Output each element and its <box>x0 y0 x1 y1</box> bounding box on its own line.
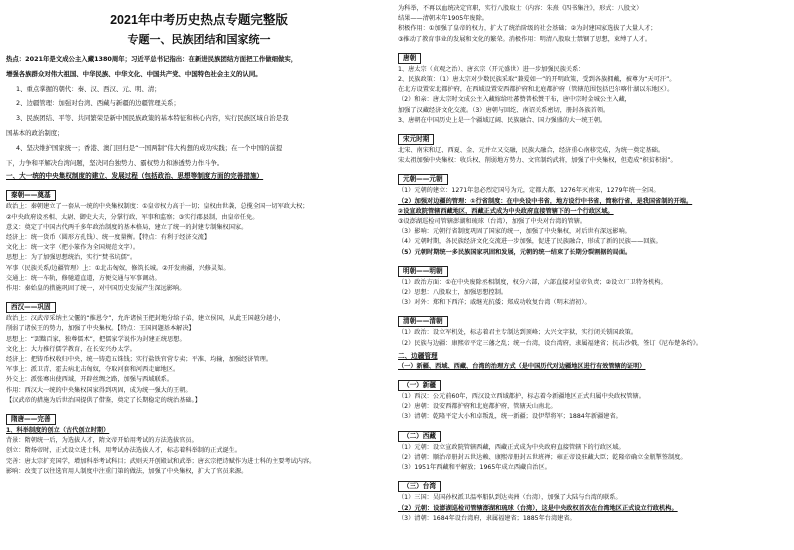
qin-line: 意义：奠定了中国古代两千多年政治制度的基本格局，建立了统一的封建专制集权国家。 <box>6 223 248 231</box>
xinjiang-line: （1）西汉：公元前60年，西汉设立西域都护，标志着今新疆地区正式归属中央政权管辖。 <box>398 393 645 401</box>
ming-line: （2）思想：八股取士，加强思想控制。 <box>398 289 508 297</box>
exam-line: ③推动了教育事业的发展和文化的繁荣。消极作用：明清八股取士禁锢了思想，束缚了人才。 <box>398 35 652 43</box>
intro-line: 1、重点掌握的朝代：秦、汉、西汉、元、明、清； <box>16 84 161 93</box>
qin-line: 交通上：统一车轨，修驰道直道，方便交通与军事调动。 <box>6 274 161 282</box>
xinjiang-line: （3）清朝：乾隆平定大小和卓叛乱，统一新疆；设伊犁将军；1884年新疆建省。 <box>398 413 622 421</box>
yuan-line: （5）元朝时期统一多民族国家巩固和发展，元朝的统一结束了长期分裂割据的局面。 <box>398 248 632 256</box>
qing-line: （2）民族与边疆：康熙帝平定三藩之乱；统一台湾，设台湾府，隶属福建省；抗击沙俄，签订《尼布楚条约》。 <box>398 339 703 347</box>
qin-line: 作用：秦始皇的措施巩固了统一，对中国历史发展产生深远影响。 <box>6 285 186 292</box>
qin-line: 文化上：统一文字（把小篆作为全国规范文字）。 <box>6 244 140 252</box>
intro-line: 4、坚决维护国家统一；香港、澳门回归是“一国两制”伟大构想的成功实践；在一个中国的前提 <box>16 143 283 152</box>
han-line: 思想上：“罢黜百家，独尊儒术”，把儒家学说作为封建正统思想。 <box>6 335 186 343</box>
han-line: 文化上：大力推行儒学教育，在长安兴办太学。 <box>6 345 136 353</box>
exam-line: 积极作用：①加强了皇帝的权力，扩大了统治阶级的社会基础；②为封建国家选拔了大量人才； <box>398 25 657 33</box>
intro-line: 国基本的政治制度； <box>6 128 64 137</box>
sui-tang-line: 背景：隋朝统一后，为选拔人才，隋文帝开始用考试的方法选拔官员。 <box>6 437 198 445</box>
han-line: 外交上：派张骞出使西域，开辟丝绸之路，加强与西域联系。 <box>6 376 174 384</box>
intro-line: 热点：2021年是文成公主入藏1380周年；习近平总书记指出：在新进民族团结方面把工作做细做实， <box>6 55 298 63</box>
right-column <box>398 4 788 548</box>
xinjiang-line: （2）唐朝：设安西都护府和北庭都护府，管辖天山南北。 <box>398 403 557 411</box>
intro-line: 3、民族团结、平等、共同繁荣是新中国民族政策的基本特征和核心内容，实行民族区域自治是我 <box>16 114 289 123</box>
dynasty-tag-sui-tang: 隋唐——完善 <box>6 414 56 425</box>
song-line: 宋太祖加强中央集权：收兵权、削弱地方势力、文官制约武将，加强了中央集权，但造成“积贫积弱”。 <box>398 157 677 165</box>
exam-line: 为科举，不再以血统决定官职，实行八股取士（内容：朱熹《四书集注》，形式：八股文） <box>398 5 643 12</box>
tang-line: （2）和亲：唐太宗时文成公主入藏嫁给吐蕃赞普松赞干布，唐中宗时金城公主入藏， <box>398 96 631 104</box>
yuan-line: （2）加强对边疆的管理：①行省制度：在中央设中书省，地方设行中书省，简称行省，是我国省制的开端。 <box>398 197 693 205</box>
qin-line: 思想上：为了加强思想统治，实行“焚书坑儒”。 <box>6 254 137 262</box>
tang-line: 在北方设置安北都护府，在西域设置安西都护府和北庭都护府（管辖范围包括巴尔喀什湖以东地区）。 <box>398 86 674 94</box>
taiwan-line: （3）清朝：1684年设台湾府，隶属福建省；1885年台湾建省。 <box>398 514 576 522</box>
tibet-line: （2）清朝：顺治帝册封五世达赖、康熙帝册封五世班禅；雍正帝设驻藏大臣；乾隆帝确立金瓶掣签制度。 <box>398 453 687 461</box>
qin-line: ②中央政府设丞相、太尉、御史大夫，分掌行政、军事和监察；③实行郡县制，由皇帝任免。 <box>6 213 259 221</box>
dynasty-tag-song: 宋元时期 <box>398 134 434 145</box>
yuan-line: ②设宣政院管辖西藏地区，西藏正式成为中央政府直接管辖下的一个行政区域。 <box>398 207 614 215</box>
ming-line: （3）对外：郑和下西洋；戚继光抗倭；郑成功收复台湾（明末清初）。 <box>398 299 591 307</box>
tang-line: 3、唐朝在中国历史上是一个疆域辽阔、民族融合、国力强盛的大一统王朝。 <box>398 116 607 124</box>
tibet-line: （1）元朝：设立宣政院管辖西藏，西藏正式成为中央政府直接管辖下的行政区域。 <box>398 443 625 451</box>
intro-line: 增强各族群众对伟大祖国、中华民族、中华文化、中国共产党、中国特色社会主义的认同。 <box>6 69 262 78</box>
qin-line: 军事（民族关系/边疆管理）上：①北击匈奴，修筑长城。②开发南疆，兴修灵渠。 <box>6 264 230 272</box>
sui-tang-heading: 1、科举制度的创立（古代创立时期） <box>6 427 110 435</box>
section-subheading: （一）新疆、西域、西藏、台湾的治理方式（是中国历代对边疆地区进行有效管辖的证明） <box>398 362 646 370</box>
page-title: 2021年中考历史热点专题完整版 <box>110 13 288 27</box>
qin-line: 经济上：统一货币（圆形方孔钱）、统一度量衡。【特点：有利于经济交流】 <box>6 233 211 241</box>
tibet-line: （3）1951年西藏和平解放；1965年成立西藏自治区。 <box>398 464 551 472</box>
taiwan-line: （1）三国：吴国孙权派卫温率船队到达夷洲（台湾），加强了大陆与台湾的联系。 <box>398 494 622 502</box>
yuan-line: （3）影响：元朝行省制度巩固了国家的统一，加强了中央集权，对后世有深远影响。 <box>398 228 631 236</box>
han-line: 军事上：派卫青、霍去病北击匈奴，夺取河套和河西走廊地区。 <box>6 366 180 374</box>
dynasty-tag-ming: 明朝——明朝 <box>398 266 448 277</box>
yuan-line: （1）元朝的建立：1271年忽必烈定国号为元，定都大都，1276年灭南宋，1279年统一全国。 <box>398 187 660 195</box>
region-tag-taiwan: （三）台湾 <box>398 481 441 492</box>
dynasty-tag-qin: 秦朝——奠基 <box>6 190 56 201</box>
section-heading: 一、大一统的中央集权制度的建立、发展过程（包括政治、思想等制度方面的完善措施） <box>6 172 264 181</box>
han-line: 政治上：汉武帝采纳主父偃的“推恩令”，允许诸侯王把封地分给子弟，建立侯国，从此王国越分越小， <box>6 315 285 323</box>
han-line: 削弱了诸侯王的势力，加强了中央集权。【特点：王国问题基本解决】 <box>6 325 195 333</box>
han-line: 【汉武帝的措施为后世治国提供了借鉴，奠定了长期稳定的统治基础。】 <box>6 396 201 404</box>
tang-line: 2、民族政策：（1）唐太宗对少数民族采取“兼爱如一”的开明政策，受到各族拥戴，被尊为“天可汗”。 <box>398 76 676 84</box>
han-line: 作用：西汉大一统的中央集权国家得到巩固，成为统一强大的王朝。 <box>6 386 192 394</box>
han-line: 经济上：把铸币权收归中央，统一铸造五铢钱；实行盐铁官营专卖；平准、均输，加强经济管理。 <box>6 356 273 364</box>
taiwan-line: （2）元朝：设澎湖巡检司管辖澎湖和琉球（台湾），这是中央政权首次在台湾地区正式设立行政机构。 <box>398 504 678 512</box>
tang-line: 1、唐太宗（贞观之治）、唐玄宗（开元盛世）进一步加强民族关系： <box>398 65 585 73</box>
ming-line: （1）政治方面：①在中央废除丞相制度，权分六部，六部直接对皇帝负责；②设立厂卫特务机构。 <box>398 278 667 286</box>
dynasty-tag-tang: 唐朝 <box>398 53 421 64</box>
region-tag-tibet: （二）西藏 <box>398 431 441 442</box>
intro-line: 下，力争和平解决台湾问题，坚决同台独势力、霸权势力和渗透势力作斗争。 <box>6 158 224 167</box>
tang-line: 加强了汉藏经济文化交流。（3）唐朝与回纥、南诏关系密切，册封各族首领。 <box>398 106 610 114</box>
dynasty-tag-qing: 清朝——清朝 <box>398 316 448 327</box>
sui-tang-line: 完善：唐太宗扩充国学，增加科举考试科目；武则天开创殿试和武举；唐玄宗把诗赋作为进士科的主要考试内容。 <box>6 457 316 465</box>
dynasty-tag-han: 西汉——巩固 <box>6 302 56 313</box>
topic-subtitle: 专题一、民族团结和国家统一 <box>127 34 271 46</box>
exam-line: 结果——清朝末年1905年废除。 <box>398 15 488 23</box>
region-tag-xinjiang: （一）新疆 <box>398 380 441 391</box>
qing-line: （1）政治：设立军机处，标志着君主专制达到顶峰；大兴文字狱，实行闭关锁国政策。 <box>398 329 638 337</box>
section-heading: 二、边疆管理 <box>398 351 438 360</box>
sui-tang-line: 创立：隋炀帝时，正式设立进士科，用考试办法选拔人才，标志着科举制的正式诞生。 <box>6 447 242 455</box>
left-column <box>6 4 392 548</box>
yuan-line: ③设澎湖巡检司管辖澎湖和琉球（台湾），加强了中央对台湾的管辖。 <box>398 218 587 226</box>
dynasty-tag-yuan: 元朝——元朝 <box>398 174 448 185</box>
song-line: 北宋、南宋和辽、西夏、金、元并立又交融，民族大融合，经济重心南移完成，为统一奠定基础。 <box>398 147 665 155</box>
intro-line: 2、边疆管理：加强对台湾、西藏与新疆的边疆管理关系； <box>16 99 180 108</box>
sui-tang-line: 影响：改变了以往选官用人制度中注重门第的做法，加强了中央集权，扩大了官员来源。 <box>6 467 248 475</box>
yuan-line: （4）元朝时期，各民族经济文化交流进一步加强，促进了民族融合，形成了新的民族——回族。 <box>398 238 662 246</box>
qin-line: 政治上：秦朝建立了一套从一统的中央集权制度：①皇帝权力高于一切；皇权由世袭，总揽全国一切军政大权； <box>6 203 309 211</box>
